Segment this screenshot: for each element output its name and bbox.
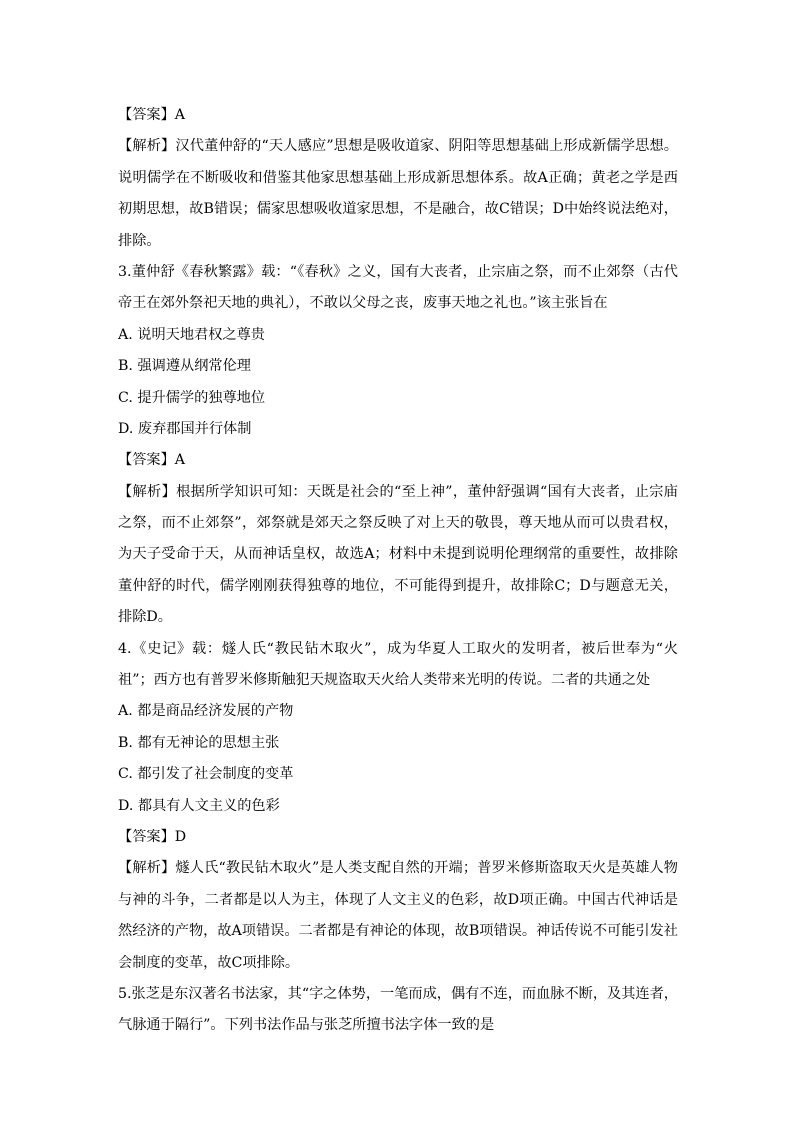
- question-4-stem-line-1: 4.《史记》载：燧人氏“教民钻木取火”，成为华夏人工取火的发明者，被后世奉为“火: [118, 640, 678, 657]
- answer-label-q2: 【答案】A: [118, 107, 185, 123]
- analysis-q2-line-2: 说明儒学在不断吸收和借鉴其他家思想基础上形成新思想体系。故A正确；黄老之学是西: [118, 169, 678, 186]
- question-3-option-d: D. 废弃郡国并行体制: [118, 420, 252, 437]
- question-5-stem-line-2: 气脉通于隔行”。下列书法作品与张芝所擅书法字体一致的是: [118, 1017, 495, 1034]
- analysis-q3-line-3: 为天子受命于天，从而神话皇权，故选A；材料中未提到说明伦理纲常的重要性，故排除: [118, 546, 678, 563]
- answer-label-q3: 【答案】A: [118, 452, 185, 469]
- question-4-option-d: D. 都具有人文主义的色彩: [118, 797, 280, 814]
- analysis-q3-line-1: 【解析】根据所学知识可知：天既是社会的“至上神”，董仲舒强调“国有大丧者，止宗庙: [118, 483, 678, 500]
- analysis-q3-line-4: 董仲舒的时代，儒学刚刚获得独尊的地位，不可能得到提升，故排除C；D与题意无关，: [118, 577, 678, 594]
- question-4-option-b: B. 都有无神论的思想主张: [118, 734, 280, 751]
- question-4-option-a: A. 都是商品经济发展的产物: [118, 703, 294, 720]
- analysis-q4-line-3: 然经济的产物，故A项错误。二者都是有神论的体现，故B项错误。神话传说不可能引发社: [118, 923, 678, 940]
- question-3-option-b: B. 强调遵从纲常伦理: [118, 358, 251, 375]
- analysis-q4-line-1: 【解析】燧人氏“教民钻木取火”是人类支配自然的开端；普罗米修斯盗取天火是英雄人物: [118, 860, 678, 877]
- analysis-q3-line-5: 排除D。: [118, 609, 172, 626]
- question-3-stem-line-2: 帝王在郊外祭祀天地的典礼），不敢以父母之丧，废事天地之礼也。”该主张旨在: [118, 295, 608, 312]
- question-5-stem-line-1: 5.张芝是东汉著名书法家，其“字之体势，一笔而成，偶有不连，而血脉不断，及其连者，: [118, 985, 678, 1002]
- question-3-stem-line-1: 3.董仲舒《春秋繁露》载：“《春秋》之义，国有大丧者，止宗庙之祭，而不止郊祭（古代: [118, 263, 678, 280]
- analysis-q4-line-4: 会制度的变革，故C项排除。: [118, 954, 300, 971]
- question-4-stem-line-2: 祖”；西方也有普罗米修斯触犯天规盗取天火给人类带来光明的传说。二者的共通之处: [118, 672, 651, 689]
- analysis-q2-line-1: 【解析】汉代董仲舒的“天人感应”思想是吸收道家、阴阳等思想基础上形成新儒学思想。: [118, 138, 678, 155]
- question-3-option-c: C. 提升儒学的独尊地位: [118, 389, 266, 406]
- document-body: [118, 100, 678, 1042]
- analysis-q2-line-4: 排除。: [118, 232, 161, 249]
- analysis-q4-line-2: 与神的斗争，二者都是以人为主，体现了人文主义的色彩，故D项正确。中国古代神话是: [118, 891, 678, 908]
- analysis-q2-line-3: 初期思想，故B错误；儒家思想吸收道家思想，不是融合，故C错误；D中始终说法绝对，: [118, 201, 678, 218]
- question-3-option-a: A. 说明天地君权之尊贵: [118, 326, 265, 343]
- question-4-option-c: C. 都引发了社会制度的变革: [118, 766, 294, 783]
- answer-label-q4: 【答案】D: [118, 828, 187, 845]
- analysis-q3-line-2: 之祭，而不止郊祭”，郊祭就是郊天之祭反映了对上天的敬畏，尊天地从而可以贵君权，: [118, 515, 678, 532]
